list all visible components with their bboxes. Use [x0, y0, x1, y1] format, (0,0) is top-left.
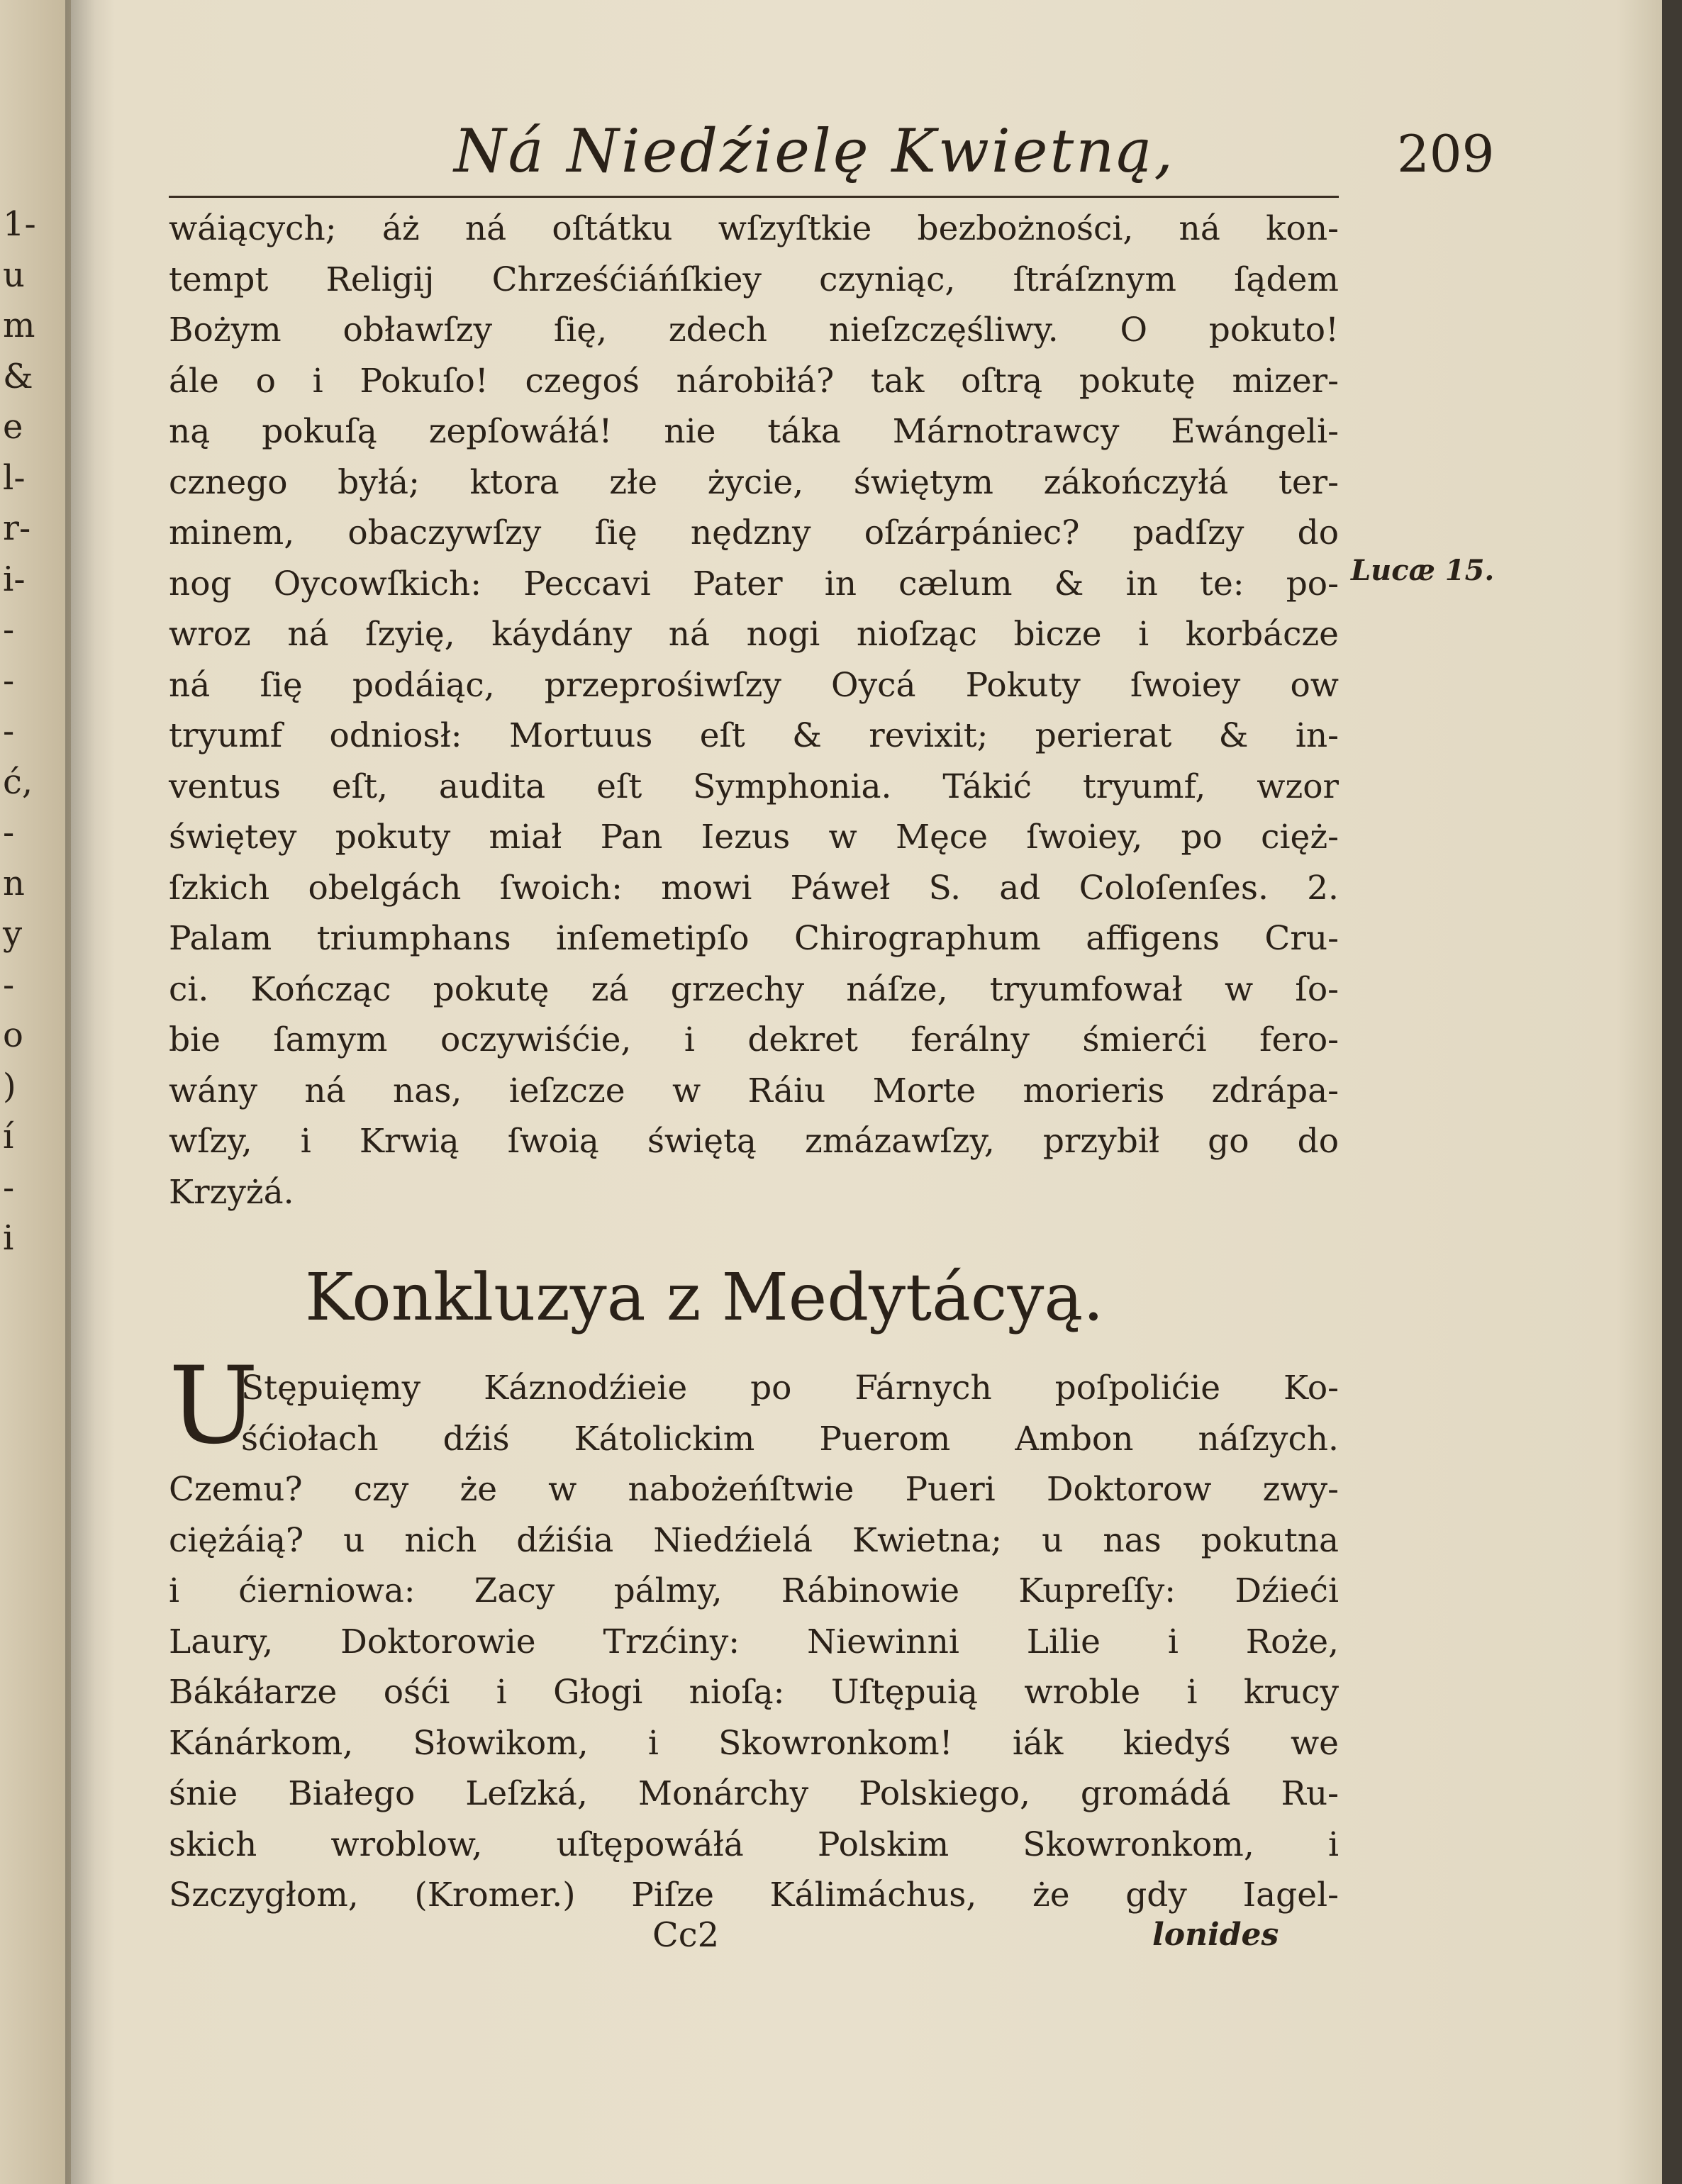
body-line: ci. Kończąc pokutę zá grzechy náſze, tryumfował w ſo-	[169, 969, 1339, 1009]
previous-page-fragment: n	[3, 863, 25, 903]
previous-page-fragment: 1-	[3, 204, 36, 244]
conclusion-line: śnie Białego Leſzká, Monárchy Polskiego, gromádá Ru-	[169, 1774, 1339, 1813]
body-line: Palam triumphans inſemetipſo Chirographum affigens Cru-	[169, 919, 1339, 958]
header-rule	[169, 196, 1339, 198]
body-line: wroz ná ſzyię, káydány ná nogi nioſząc bicze i korbácze	[169, 615, 1339, 654]
body-line: Krzyżá.	[169, 1172, 294, 1212]
page-number: 209	[1397, 124, 1495, 184]
previous-page-fragment: -	[3, 610, 15, 650]
previous-page-fragment: y	[3, 914, 23, 954]
previous-page-fragment: u	[3, 255, 25, 295]
conclusion-line: Czemu? czy że w nabożeńſtwie Pueri Doktorow zwy-	[169, 1470, 1339, 1509]
conclusion-line: Laury, Doktorowie Trzćiny: Niewinni Lilie i Roże,	[169, 1622, 1339, 1661]
previous-page-fragment: -	[3, 964, 15, 1005]
body-line: wány ná nas, ieſzcze w Ráiu Morte morieris zdrápa-	[169, 1071, 1339, 1110]
previous-page-fragment: l-	[3, 457, 26, 498]
section-heading: Konkluzya z Medytácyą.	[305, 1259, 1104, 1335]
conclusion-line: Kánárkom, Słowikom, i Skowronkom! iák kiedyś we	[169, 1723, 1339, 1763]
body-line: bie ſamym oczywiśćie, i dekret ferálny śmierći fero-	[169, 1020, 1339, 1059]
previous-page-fragment: i	[3, 1218, 14, 1258]
body-line: ventus eſt, audita eſt Symphonia. Tákić tryumf, wzor	[169, 767, 1339, 806]
body-line: ále o i Pokuſo! czegoś nárobiłá? tak oſtrą pokutę mizer-	[169, 361, 1339, 401]
previous-page-fragment: ć,	[3, 762, 33, 802]
body-line: Bożym obławſzy ſię, zdech nieſzczęśliwy. O pokuto!	[169, 311, 1339, 350]
body-line: świętey pokuty miał Pan Iezus w Męce ſwoiey, po cięż-	[169, 818, 1339, 857]
catchword: lonides	[1152, 1917, 1279, 1953]
body-line: minem, obaczywſzy ſię nędzny oſzárpániec? padſzy do	[169, 513, 1339, 552]
conclusion-line: Bákáłarze ośći i Głogi nioſą: Uſtępuią wroble i krucy	[169, 1673, 1339, 1712]
previous-page-fragment: &	[3, 356, 33, 396]
book-edge-dark	[1662, 0, 1682, 2184]
conclusion-line: i ćierniowa: Zacy pálmy, Rábinowie Kupreſſy: Dźieći	[169, 1571, 1339, 1610]
body-line: ną pokuſą zepſowáłá! nie táka Márnotrawcy Ewángeli-	[169, 412, 1339, 451]
body-line: ná ſię podáiąc, przeprośiwſzy Oycá Pokuty ſwoiey ow	[169, 665, 1339, 705]
conclusion-line: Stępuięmy Káznodźieie po Fárnych poſpolićie Ko-	[241, 1369, 1339, 1408]
body-line: cznego byłá; ktora złe życie, świętym zákończyłá ter-	[169, 462, 1339, 502]
previous-page-fragment: -	[3, 711, 15, 751]
body-line: wſzy, i Krwią ſwoią świętą zmázawſzy, przybił go do	[169, 1122, 1339, 1161]
previous-page-fragment: -	[3, 1167, 15, 1208]
previous-page-fragment: -	[3, 813, 15, 852]
conclusion-line: Szczygłom, (Kromer.) Piſze Kálimáchus, że gdy Iagel-	[169, 1876, 1339, 1915]
previous-page-fragment: m	[3, 306, 35, 345]
body-line: ſzkich obelgách ſwoich: mowi Páweł S. ad Coloſenſes. 2.	[169, 868, 1339, 908]
previous-page-fragment: e	[3, 407, 23, 447]
previous-page-fragment: í	[3, 1117, 14, 1157]
body-line: tempt Religij Chrześćiáńſkiey czyniąc, ſtráſznym ſądem	[169, 260, 1339, 299]
page-gutter-shadow	[65, 0, 115, 2184]
previous-page-fragment: r-	[3, 508, 31, 548]
previous-page-fragment: o	[3, 1015, 23, 1055]
conclusion-line: śćiołach dźiś Kátolickim Puerom Ambon náſzych.	[241, 1419, 1339, 1459]
drop-cap: U	[169, 1344, 259, 1468]
previous-page-fragment: -	[3, 660, 15, 701]
running-head: Ná Niedźielę Kwietną,	[454, 116, 1176, 186]
signature-mark: Cc2	[652, 1915, 720, 1955]
previous-page-fragment: )	[3, 1066, 16, 1106]
body-line: nog Oycowſkich: Peccavi Pater in cælum & in te: po-	[169, 564, 1339, 603]
conclusion-line: ciężáią? u nich dźiśia Niedźielá Kwietna; u nas pokutna	[169, 1520, 1339, 1560]
conclusion-line: skich wroblow, uſtępowáłá Polskim Skowronkom, i	[169, 1824, 1339, 1864]
body-line: tryumf odniosł: Mortuus eſt & revixit; perierat & in-	[169, 716, 1339, 755]
body-line: wáiących; áż ná oſtátku wſzyſtkie bezbożności, ná kon-	[169, 209, 1339, 248]
margin-note: Lucæ 15.	[1351, 554, 1495, 587]
previous-page-fragment: i-	[3, 559, 26, 599]
